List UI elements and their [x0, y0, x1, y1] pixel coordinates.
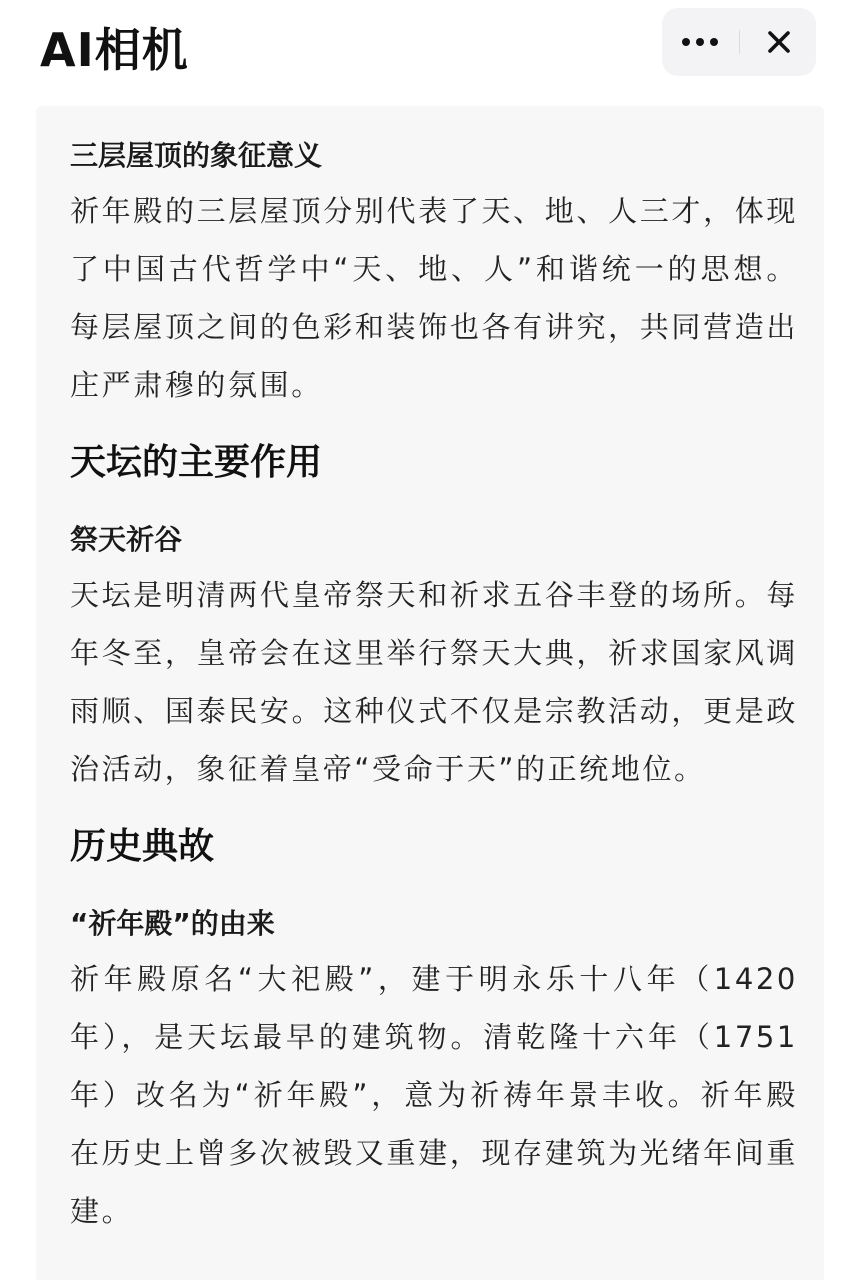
- roof-symbolism-text: 祈年殿的三层屋顶分别代表了天、地、人三才，体现了中国古代哲学中“天、地、人”和谐统一的思想。每层屋顶之间的色彩和装饰也各有讲究，共同营造出庄严肃穆的氛围。: [70, 194, 798, 402]
- answer-content: [70, 134, 798, 1240]
- more-dots-icon: [679, 38, 721, 46]
- title-bar: [0, 0, 859, 100]
- hall-origin-heading: “祈年殿”的由来: [70, 907, 275, 940]
- answer-card: [36, 106, 824, 1280]
- close-button[interactable]: [742, 8, 816, 76]
- capsule-divider: [739, 30, 740, 54]
- main-function-title: 天坛的主要作用: [70, 442, 323, 483]
- worship-text: 天坛是明清两代皇帝祭天和祈求五谷丰登的场所。每年冬至，皇帝会在这里举行祭天大典，祈求国家风调雨顺、国泰民安。这种仪式不仅是宗教活动，更是政治活动，象征着皇帝“受命于天”的正统地位。: [70, 578, 798, 786]
- app-title: AI相机: [40, 23, 189, 77]
- roof-symbolism-heading: 三层屋顶的象征意义: [70, 139, 323, 172]
- more-button[interactable]: [662, 8, 738, 76]
- worship-heading: 祭天祈谷: [70, 523, 183, 556]
- history-title: 历史典故: [70, 826, 215, 867]
- menu-capsule: [662, 8, 816, 76]
- hall-origin-text: 祈年殿原名“大祀殿”，建于明永乐十八年（1420年），是天坛最早的建筑物。清乾隆十六年（1751年）改名为“祈年殿”，意为祈祷年景丰收。祈年殿在历史上曾多次被毁又重建，现存建筑为光绪年间重建。: [70, 962, 798, 1228]
- close-icon: [766, 29, 792, 55]
